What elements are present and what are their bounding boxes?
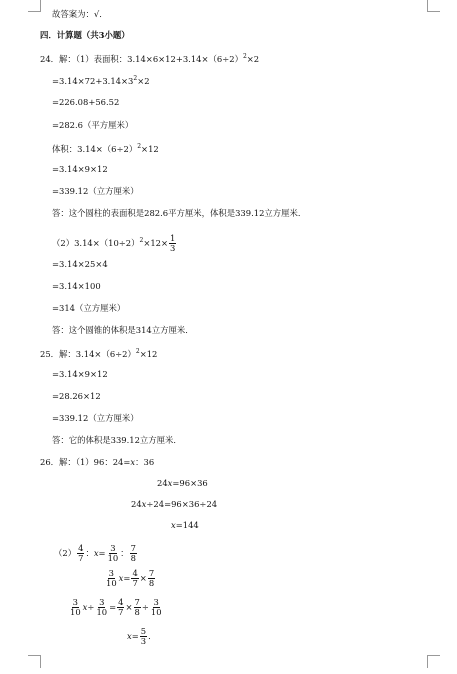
fraction-4-7 <box>131 569 138 588</box>
crop-mark-top-right <box>427 0 440 12</box>
q26-line-3 <box>131 498 217 510</box>
fraction-3-10 <box>95 598 108 617</box>
fraction-7-8 <box>130 544 137 563</box>
crop-mark-top-left <box>28 0 41 12</box>
fraction-numerator: 7 <box>148 568 155 578</box>
q26-l2-end: =96×36 <box>172 478 208 488</box>
q26-l1-var: x <box>130 457 136 467</box>
fraction-numerator: 1 <box>170 233 176 243</box>
q24-line-3: =226.08+56.52 <box>52 97 120 107</box>
fraction-denominator: 7 <box>132 578 138 588</box>
fraction-4-7 <box>77 544 84 563</box>
q26-l1-end: ：36 <box>135 457 155 467</box>
fraction-denominator: 10 <box>70 607 81 617</box>
fraction-denominator: 10 <box>107 553 119 563</box>
q26-l3-coef: 24 <box>131 499 142 509</box>
q25-line-4: =339.12（立方厘米） <box>52 413 139 423</box>
fraction-7-8 <box>148 569 155 588</box>
fraction-numerator: 7 <box>130 543 136 553</box>
q24-line-11: =3.14×100 <box>52 281 101 291</box>
q26-part2-line-4 <box>127 626 156 646</box>
q24-l9-sup: 2 <box>139 237 144 244</box>
fraction-3-10 <box>150 598 163 617</box>
q26-l4-var: x <box>171 520 176 530</box>
fraction-denominator: 8 <box>130 553 136 563</box>
fraction-numerator: 3 <box>110 543 116 553</box>
q25-line-3: =28.26×12 <box>52 391 101 401</box>
q26-part2-line-2 <box>104 568 156 588</box>
q25-l1-end: ×12 <box>139 349 158 359</box>
fraction-numerator: 4 <box>118 597 124 607</box>
crop-mark-bottom-right <box>427 655 440 668</box>
fraction-denominator: 8 <box>148 578 155 588</box>
fraction-3-10 <box>107 544 120 563</box>
q24-line-7: =339.12（立方厘米） <box>52 186 139 196</box>
q24-l2-sup: 2 <box>133 75 138 82</box>
q26-part2-line-3 <box>68 597 164 617</box>
q25-line-2: =3.14×9×12 <box>52 369 108 379</box>
q24-line-8: 答：这个圆柱的表面积是282.6平方厘米，体积是339.12立方厘米． <box>52 208 307 218</box>
q24-line-13: 答：这个圆锥的体积是314立方厘米． <box>52 325 194 335</box>
fraction-4-7 <box>117 598 124 617</box>
fraction-denominator: 10 <box>106 578 117 588</box>
fraction-denominator: 3 <box>140 636 147 646</box>
q26-l4-end: =144 <box>175 520 199 530</box>
equals-sign: = <box>109 602 117 612</box>
q24-l1-sup: 2 <box>242 53 247 60</box>
fraction-7-8 <box>134 598 141 617</box>
q24-line-2 <box>52 73 150 87</box>
section-title: 四．计算题（共3小题） <box>40 30 130 40</box>
q24-l2-text: =3.14×72+3.14×3 <box>52 76 134 86</box>
fraction-denominator: 7 <box>78 553 84 563</box>
q26-part2-line-1 <box>54 543 138 563</box>
divide-sign: ÷ <box>141 602 149 612</box>
equals-sign: = <box>131 631 139 641</box>
fraction-denominator: 10 <box>96 607 108 617</box>
fraction-numerator: 7 <box>134 597 140 607</box>
q24-line-4: =282.6（平方厘米） <box>52 120 134 130</box>
fraction-denominator: 7 <box>118 607 124 617</box>
var-x: x <box>127 631 132 641</box>
q24-l5-text: 体积：3.14×（6÷2） <box>52 144 138 154</box>
var-x: x <box>93 548 99 558</box>
ratio-colon: ： <box>120 548 129 558</box>
q25-l1-sup: 2 <box>135 348 140 355</box>
q26-line-2 <box>157 477 208 489</box>
q26-line-1 <box>40 456 154 468</box>
q26-l3-var: x <box>141 499 147 509</box>
fraction-denominator: 3 <box>170 243 176 253</box>
q24-line-10: =3.14×25×4 <box>52 259 108 269</box>
fraction-3-10 <box>69 598 82 617</box>
q25-l1-text: 25．解：3.14×（6÷2） <box>40 349 136 359</box>
answer-line: 故答案为：√． <box>52 9 108 19</box>
q25-line-1 <box>40 346 157 360</box>
q24-l2-end: ×2 <box>137 76 150 86</box>
q24-l1-text: 24．解：（1）表面积：3.14×6×12+3.14×（6÷2） <box>40 54 243 64</box>
q26-l1-text: 26．解：（1）96：24= <box>40 457 131 467</box>
equals-sign: = <box>123 573 131 583</box>
var-x: x <box>82 602 88 612</box>
part-label: （2） <box>54 548 77 558</box>
times-sign: × <box>139 573 147 583</box>
fraction-numerator: 3 <box>72 597 78 607</box>
crop-mark-bottom-left <box>28 655 41 668</box>
q24-l9-mid: ×12× <box>143 238 169 248</box>
fraction-denominator: 10 <box>150 607 162 617</box>
q24-line-9 <box>52 234 177 253</box>
equals-sign: = <box>98 548 106 558</box>
ratio-colon: ： <box>85 548 94 558</box>
fraction-one-third <box>169 234 176 253</box>
times-sign: × <box>125 602 133 612</box>
q26-l2-var: x <box>167 478 173 488</box>
fraction-5-3 <box>140 627 147 646</box>
divide-sign: ÷ <box>87 602 95 612</box>
q25-line-5: 答：它的体积是339.12立方厘米． <box>52 435 182 445</box>
q24-l5-end: ×12 <box>141 144 159 154</box>
fraction-numerator: 3 <box>108 568 114 578</box>
q24-l9-text: （2）3.14×（10÷2） <box>52 238 140 248</box>
q24-line-12: =314（立方厘米） <box>52 303 126 313</box>
fraction-numerator: 4 <box>132 568 138 578</box>
q26-line-4 <box>171 519 199 531</box>
fraction-3-10 <box>105 569 118 588</box>
fraction-numerator: 5 <box>140 626 147 636</box>
var-x: x <box>118 573 124 583</box>
q24-line-1 <box>40 51 259 65</box>
fraction-numerator: 4 <box>78 543 84 553</box>
q24-l1-end: ×2 <box>246 54 260 64</box>
period: ． <box>148 631 157 641</box>
q26-l2-coef: 24 <box>157 478 168 488</box>
q26-l3-end: ÷24=96×36÷24 <box>146 499 218 509</box>
q24-l5-sup: 2 <box>137 143 142 150</box>
q24-line-5 <box>52 141 159 155</box>
fraction-denominator: 8 <box>134 607 140 617</box>
q24-line-6: =3.14×9×12 <box>52 164 108 174</box>
fraction-numerator: 3 <box>99 597 105 607</box>
fraction-numerator: 3 <box>153 597 159 607</box>
